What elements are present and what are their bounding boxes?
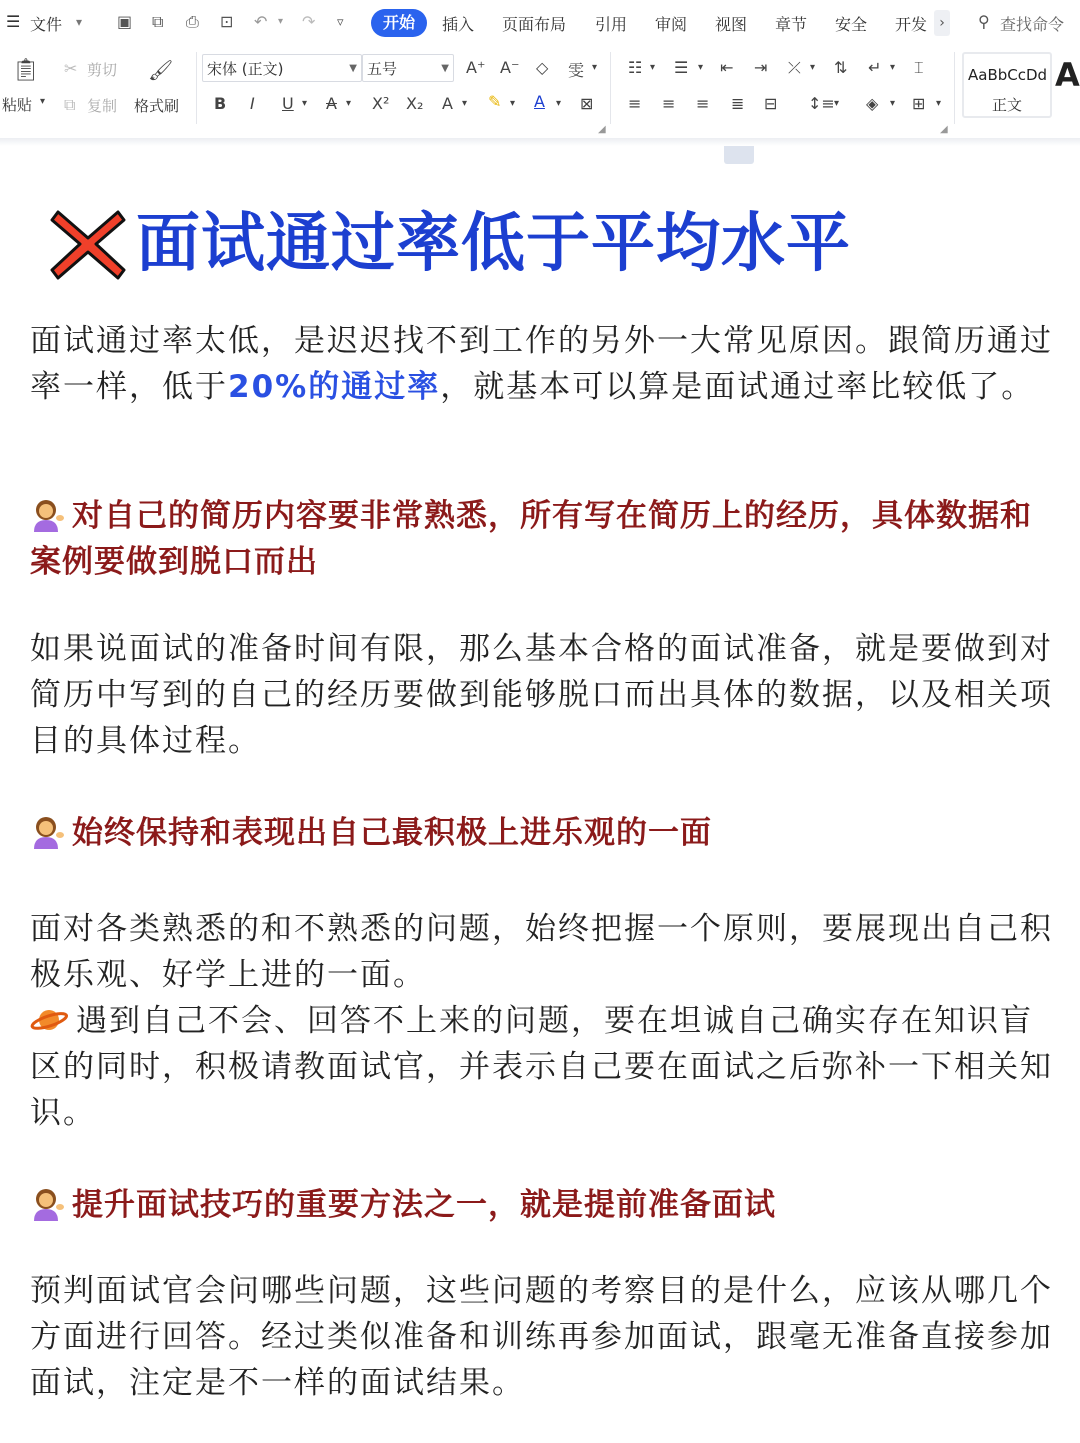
shrink-font-icon[interactable]: A⁻ xyxy=(500,58,520,77)
style-normal[interactable] xyxy=(962,52,1052,118)
divider xyxy=(954,52,955,124)
chevron-down-icon[interactable]: ▾ xyxy=(302,98,308,109)
heading-text: 提升面试技巧的重要方法之一，就是提前准备面试 xyxy=(72,1187,776,1223)
highlight-icon[interactable]: ✎ xyxy=(488,92,502,111)
undo-icon[interactable]: ↶ xyxy=(254,12,268,31)
search-command[interactable]: 查找命令 xyxy=(1000,15,1065,34)
chevron-down-icon[interactable]: ▾ xyxy=(810,62,816,73)
print-preview-icon[interactable]: ⊡ xyxy=(220,12,234,31)
paragraph-text: 面试通过率太低，是迟迟找不到工作的另外一大常见原因。跟简历通过率一样，低于 xyxy=(30,323,1053,405)
italic-icon[interactable]: I xyxy=(250,94,255,113)
document-title: 面试通过率低于平均水平 xyxy=(136,207,851,281)
chevron-down-icon[interactable]: ▾ xyxy=(890,62,896,73)
shading-icon[interactable]: ◈ xyxy=(866,94,879,113)
ringed-planet-icon xyxy=(30,1005,68,1035)
redo-icon[interactable]: ↷ xyxy=(302,12,316,31)
paste-button[interactable]: 粘贴 xyxy=(2,96,33,114)
style-sample: AaBbCcDd xyxy=(968,66,1048,84)
heading-3 xyxy=(30,1182,1060,1228)
justify-icon: ≣ xyxy=(731,94,745,113)
toolbar-shadow xyxy=(0,138,1080,146)
chevron-down-icon[interactable]: ▾ xyxy=(510,98,516,109)
chevron-down-icon[interactable]: ▾ xyxy=(346,98,352,109)
paragraph-text: 遇到自己不会、回答不上来的问题，要在坦诚自己确实存在知识盲区的同时，积极请教面试官，并表示自己要在面试之后弥补一下相关知识。 xyxy=(30,1003,1053,1131)
superscript-icon[interactable]: X² xyxy=(372,94,390,113)
undo-dropdown-icon[interactable]: ▾ xyxy=(278,16,284,27)
borders-icon[interactable]: ⊞ xyxy=(912,94,926,113)
paragraph-2: 如果说面试的准备时间有限，那么基本合格的面试准备，就是要做到对简历中写到的自己的经历要做到能够脱口而出具体的数据，以及相关项目的具体过程。 xyxy=(30,631,1053,759)
tab-security[interactable]: 安全 xyxy=(835,15,868,34)
tab-stops-icon[interactable]: ⌶ xyxy=(914,58,924,77)
tab-insert[interactable]: 插入 xyxy=(442,15,475,34)
grow-font-icon[interactable]: A⁺ xyxy=(466,58,486,77)
sort-icon[interactable]: ⇅ xyxy=(834,58,848,77)
print-icon[interactable]: ⎙ xyxy=(186,12,199,31)
heading-2 xyxy=(30,810,1060,856)
paragraph-text: ，就基本可以算是面试通过率比较低了。 xyxy=(440,369,1035,405)
chinese-layout-icon[interactable]: ⤫ xyxy=(788,58,801,77)
tab-developer[interactable]: 开发 xyxy=(895,15,928,34)
chevron-down-icon[interactable]: ▾ xyxy=(890,98,896,109)
scissors-icon: ✂ xyxy=(64,59,78,78)
paragraph-3 xyxy=(30,906,1060,1136)
numbered-list-icon[interactable]: ☰ xyxy=(674,58,689,77)
chevron-down-icon: ▼ xyxy=(441,63,449,74)
chevron-down-icon[interactable]: ▾ xyxy=(556,98,562,109)
char-border-icon[interactable]: ⊠ xyxy=(580,94,594,113)
bullet-list-icon[interactable]: ☷ xyxy=(628,58,643,77)
tab-view[interactable]: 视图 xyxy=(715,15,748,34)
person-tipping-hand-icon xyxy=(30,498,66,532)
tab-home[interactable]: 开始 xyxy=(371,9,427,37)
underline-icon[interactable]: U xyxy=(282,94,294,113)
menu-bar xyxy=(0,0,1080,46)
chevron-down-icon[interactable]: ▾ xyxy=(462,98,468,109)
export-icon[interactable]: ⧉ xyxy=(152,12,164,31)
format-painter-icon[interactable]: 🖌︎ xyxy=(148,58,174,82)
font-size-select[interactable] xyxy=(362,54,454,82)
format-painter-button[interactable]: 格式刷 xyxy=(134,97,180,115)
chevron-down-icon[interactable]: ▾ xyxy=(592,62,598,73)
copy-icon: ⧉ xyxy=(64,95,76,114)
file-menu[interactable]: 文件 xyxy=(30,15,63,34)
clear-format-icon[interactable]: ◇ xyxy=(536,58,549,77)
chevron-down-icon[interactable]: ▾ xyxy=(698,62,704,73)
red-cross-icon xyxy=(50,208,126,280)
divider xyxy=(610,52,611,124)
distributed-icon[interactable]: ⊟ xyxy=(764,94,778,113)
ribbon-toolbar xyxy=(0,46,1080,139)
style-heading-preview[interactable]: A xyxy=(1055,56,1080,94)
tab-references[interactable]: 引用 xyxy=(595,15,628,34)
chevron-down-icon: ▼ xyxy=(349,63,357,74)
tab-page-layout[interactable]: 页面布局 xyxy=(502,15,567,34)
copy-button[interactable]: 复制 xyxy=(87,97,118,115)
show-marks-icon[interactable]: ↵ xyxy=(868,58,882,77)
save-icon[interactable]: ▣ xyxy=(117,12,133,31)
subscript-icon[interactable]: X₂ xyxy=(406,94,424,113)
paragraph-5: 预判面试官会问哪些问题，这些问题的考察目的是什么，应该从哪几个方面进行回答。经过类似准备和训练再参加面试，跟毫无准备直接参加面试，注定是不一样的面试结果。 xyxy=(30,1273,1053,1401)
search-icon[interactable]: ⚲ xyxy=(978,12,990,31)
tab-review[interactable]: 审阅 xyxy=(655,15,688,34)
paste-dropdown-icon[interactable]: ▾ xyxy=(40,96,46,107)
align-left-icon[interactable]: ≡ xyxy=(628,94,642,113)
person-tipping-hand-icon xyxy=(30,815,66,849)
chevron-down-icon[interactable]: ▾ xyxy=(936,98,942,109)
person-tipping-hand-icon xyxy=(30,1187,66,1221)
style-name: 正文 xyxy=(991,96,1022,114)
cut-button[interactable]: 剪切 xyxy=(87,61,118,79)
paragraph-text: 面对各类熟悉的和不熟悉的问题，始终把握一个原则，要展现出自己积极乐观、好学上进的一面。 xyxy=(30,911,1053,993)
heading-text: 对自己的简历内容要非常熟悉，所有写在简历上的经历，具体数据和案例要做到脱口而出 xyxy=(30,498,1032,580)
divider xyxy=(196,52,197,124)
line-spacing-icon[interactable]: ↕≡ xyxy=(808,94,835,113)
text-effect-icon[interactable]: A xyxy=(442,94,453,113)
chevron-down-icon[interactable]: ▾ xyxy=(834,98,840,109)
font-dialog-icon[interactable]: ◢ xyxy=(598,124,606,135)
paragraph-intro xyxy=(30,318,1060,410)
tab-section[interactable]: 章节 xyxy=(775,15,808,34)
align-center-icon[interactable]: ≡ xyxy=(662,94,676,113)
customize-toolbar-icon[interactable]: ▿ xyxy=(337,15,344,30)
font-name-select[interactable] xyxy=(202,54,362,82)
paragraph-dialog-icon[interactable]: ◢ xyxy=(940,124,948,135)
chevron-down-icon[interactable]: ▾ xyxy=(76,15,83,29)
more-tabs-icon[interactable]: › xyxy=(934,10,950,36)
font-size-value: 五号 xyxy=(367,60,398,78)
chevron-down-icon[interactable]: ▾ xyxy=(650,62,656,73)
paste-icon[interactable]: 📋︎ xyxy=(12,58,40,83)
font-color-icon[interactable]: A xyxy=(534,92,545,111)
bold-icon[interactable]: B xyxy=(214,94,227,113)
highlight-text: 20%的通过率 xyxy=(228,369,441,405)
phonetic-guide-icon[interactable]: 雯 xyxy=(568,61,585,80)
font-name-value: 宋体 (正文) xyxy=(207,60,284,78)
strikethrough-icon[interactable]: A xyxy=(326,94,337,113)
hamburger-menu-icon[interactable]: ☰ xyxy=(6,12,21,31)
increase-indent-icon[interactable]: ⇥ xyxy=(754,58,768,77)
heading-text: 始终保持和表现出自己最积极上进乐观的一面 xyxy=(72,815,712,851)
heading-1 xyxy=(30,493,1060,585)
align-right-icon[interactable]: ≡ xyxy=(696,94,710,113)
decrease-indent-icon[interactable]: ⇤ xyxy=(720,58,734,77)
